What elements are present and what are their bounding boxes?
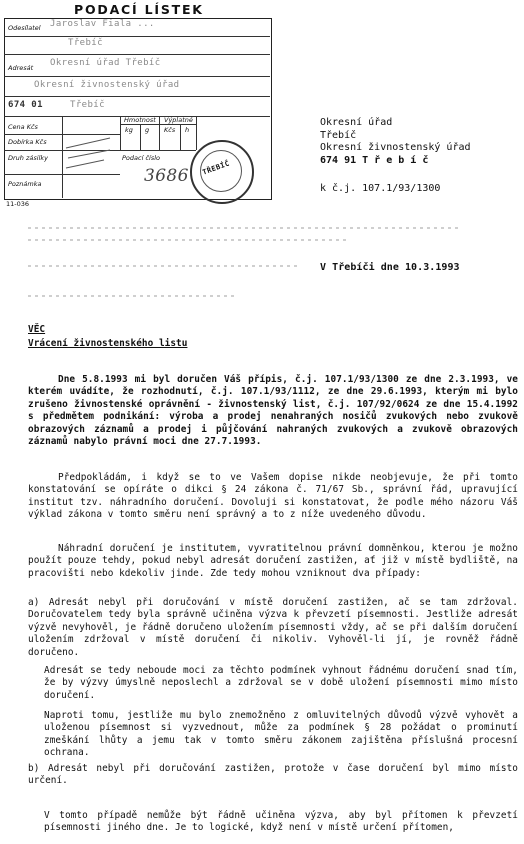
price-label: Cena Kčs (8, 123, 38, 131)
paragraph-7: b) Adresát nebyl při doručování zastižen, protože v čase doručení byl mimo místo určení. (28, 763, 518, 787)
cod-label: Dobírka Kčs (8, 138, 47, 146)
paragraph-6: Naproti tomu, jestliže mu bylo znemožněno z omluvitelných důvodů výzvě vyhovět a uloženou písemnost si vyzvednout, může za podmínek § 28 požádat o prominutí zmeškání lhůty a jemu tak v tomto směru zákonem zajištěna příslušná procesní ochrana. (44, 710, 518, 759)
postmark-stamp (190, 140, 254, 204)
tracking-number-handwritten: 3686 (144, 166, 189, 186)
postal-code-handwritten: 674 01 (8, 100, 43, 110)
place-date: V Třebíči dne 10.3.1993 (320, 262, 460, 273)
paragraph-3: Náhradní doručení je institutem, vyvratitelnou právní domněnkou, kterou je možno použít pouze tehdy, pokud nebyl adresát doručení zastižen, ať již v místě bydliště, na pracovišti nebo kdekoliv jinde. Zde tedy mohou vzniknout dva případy: (28, 543, 518, 579)
recipient-line-1: Okresní úřad (320, 117, 393, 128)
hatch-mark (64, 136, 114, 176)
postage-label: Výplatné (164, 116, 193, 124)
recipient-line-3: Okresní živnostenský úřad (320, 142, 471, 153)
postmark-text: TŘEBÍČ (201, 159, 231, 177)
paragraph-1: Dne 5.8.1993 mi byl doručen Váš přípis, č.j. 107.1/93/1300 ze dne 2.3.1993, ve kterém uvádíte, že rozhodnutí, č.j. 107.1/93/1112, ze dne 29.6.1993, kterým mi bylo zrušeno živnostenské oprávnění - živnostenský list, č.j. 107/92/0624 ze dne 15.4.1992 s předmětem podnikání: výroba a prodej nenahraných nosičů zvukových nebo zvukově obrazových záznamů a prodej i půjčování nahraných zvukových a zvukově obrazových záznamů nabylo právní moci dne 27.7.1993. (28, 374, 518, 448)
recipient-address (320, 117, 471, 167)
sender-handwritten-1: Jaroslav Fiala ... (50, 19, 155, 29)
subject-label: VĚC (28, 324, 46, 335)
weight-label: Hmotnost (124, 116, 156, 124)
recipient-handwritten-1: Okresní úřad Třebíč (50, 58, 161, 68)
tracking-number-label: Podací číslo (122, 154, 161, 162)
recipient-line-4: 674 91 T ř e b í č (320, 154, 429, 166)
sender-handwritten-2: Třebíč (68, 38, 103, 48)
postal-receipt-slip: PODACÍ LÍSTEK Odesílatel Jaroslav Fiala ... Třebíč Adresát Okresní úřad Třebíč Okresní živnostenský úřad 674 01 Třebíč Cena Kčs Hmotnost Výplatné kg g Kčs h Dobírka Kčs Druh zásilky Podací číslo 3686 Poznámka 11-036 TŘEBÍČ (4, 2, 272, 217)
slip-title: PODACÍ LÍSTEK (74, 2, 204, 17)
subject-text: Vrácení živnostenského listu (28, 338, 188, 349)
sender-label: Odesílatel (8, 24, 41, 32)
recipient-line-2: Třebíč (320, 129, 357, 141)
reference-number: k č.j. 107.1/93/1300 (320, 183, 441, 194)
city-handwritten: Třebíč (70, 100, 105, 110)
recipient-label: Adresát (8, 64, 34, 72)
item-type-label: Druh zásilky (8, 154, 48, 162)
recipient-handwritten-2: Okresní živnostenský úřad (34, 80, 180, 90)
form-code: 11-036 (6, 200, 30, 208)
note-label: Poznámka (8, 180, 42, 188)
paragraph-5: Adresát se tedy neboude moci za těchto podmínek vyhnout řádnému doručení snad tím, že by výzvy úmyslně neposlechl a zdržoval se v době uložení písemnosti mimo místo doručení. (44, 665, 518, 701)
paragraph-8: V tomto případě nemůže být řádně učiněna výzva, aby byl přítomen k převzetí písemnosti jiného dne. Je to logické, když není v místě určení přítomen, (44, 810, 518, 834)
paragraph-4: a) Adresát nebyl při doručování v místě doručení zastižen, ač se tam zdržoval. Doručovatelem tedy byla správně učiněna výzva k převzetí písemnosti. Jestliže adresát výzvě nevyhověl, je řádně doručeno uložením písemnosti vždy, ač se při dalším doručení uložením zdržoval v místě doručení či nikoliv. Vyhověl-li jí, je rovněž řádně doručeno. (28, 597, 518, 658)
paragraph-2: Předpokládám, i když se to ve Vašem dopise nikde neobjevuje, že při tomto konstatování se opíráte o dikci § 24 zákona č. 71/67 Sb., správní řád, upravující institut tzv. náhradního doručení. Dovoluji si konstatovat, že podle mého názoru Váš výklad zákona v tomto směru není správný a to z níže uvedeného důvodu. (28, 472, 518, 521)
